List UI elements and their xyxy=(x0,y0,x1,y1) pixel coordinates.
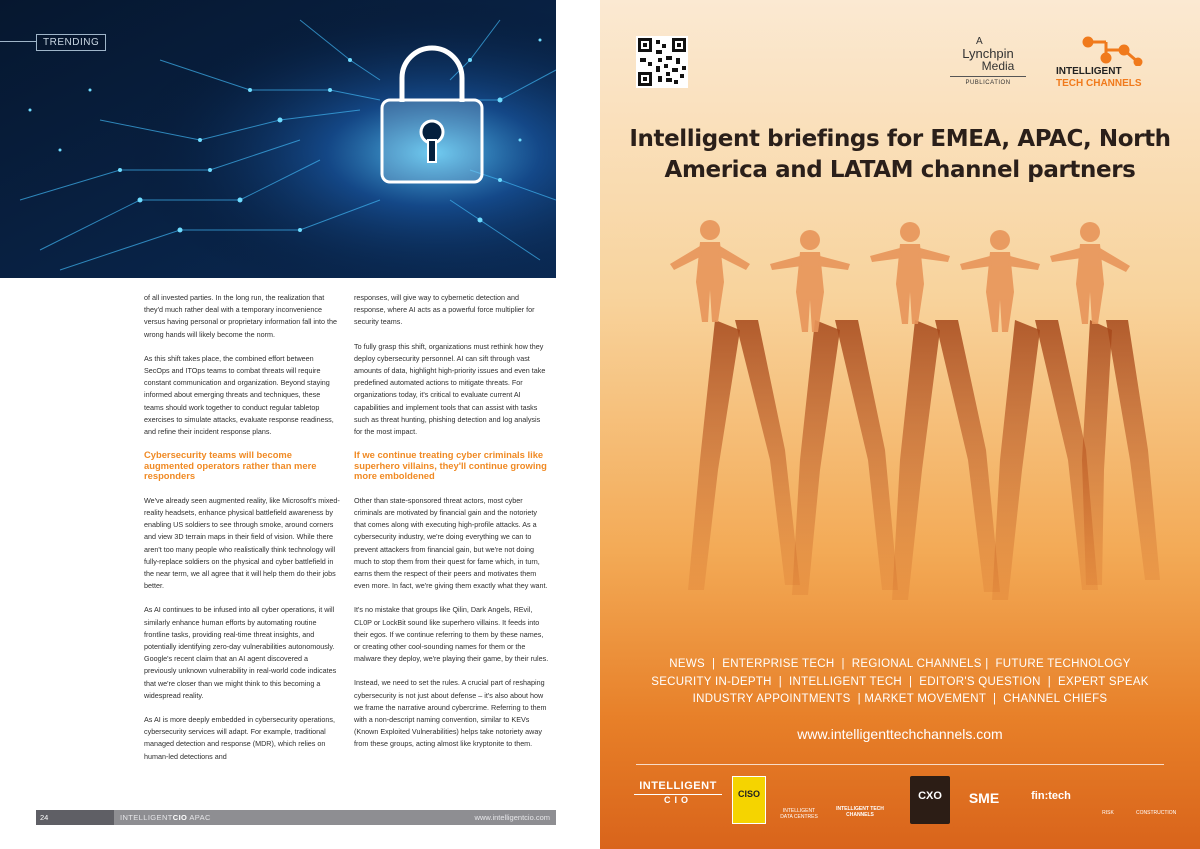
brand-risk: RISK xyxy=(1102,810,1114,816)
paragraph: We've already seen augmented reality, like Microsoft's mixed-reality headsets, enhance physical battlefield awareness by enabling US soldiers to see through smoke, around corners and view 3D terrain maps in their field of vision. While there aren't too many people who realistically think technology will fully-replace soldiers on the physical and cyber battlefield in the near term, we all agree that it will help them do their jobs better. xyxy=(144,495,340,591)
headline-line-2: America and LATAM channel partners xyxy=(664,157,1136,183)
subheading: If we continue treating cyber criminals like superhero villains, they'll continue growing more emboldened xyxy=(354,449,547,482)
publisher-a: A xyxy=(976,36,983,47)
brand-cio-name: INTELLIGENT xyxy=(639,780,717,792)
brand-logo-line2: TECH CHANNELS xyxy=(1056,78,1142,89)
publisher-logo xyxy=(950,36,1026,86)
channel-line-1: NEWS | ENTERPRISE TECH | REGIONAL CHANNELS | FUTURE TECHNOLOGY xyxy=(669,658,1131,670)
brand-logo-line1: INTELLIGENT xyxy=(1056,66,1122,77)
paragraph: of all invested parties. In the long run, the realization that they'd much rather deal with a temporary inconvenience versus having personal or proprietary information fall into the wrong hands will likely become the norm. xyxy=(144,293,337,339)
page-number: 24 xyxy=(36,810,114,825)
channel-list xyxy=(600,656,1200,709)
right-page-advert xyxy=(600,0,1200,849)
paragraph: Instead, we need to set the rules. A crucial part of reshaping cybersecurity is not just about defense – it's also about how we frame the narrative around cybercrime. Referring to them with a non-descript naming convention, similar to KEVs (Known Exploited Vulnerabilities) helps take notoriety away from these groups, acting almost like kryptonite to them. xyxy=(354,678,547,749)
brand-data-centres: INTELLIGENT DATA CENTRES xyxy=(780,808,818,820)
paragraph: As AI is more deeply embedded in cybersecurity operations, cybersecurity services will adapt. For example, traditional managed detection and response (MDR), which relies on human-led detections and xyxy=(144,714,335,761)
headline-line-1: Intelligent briefings for EMEA, APAC, North xyxy=(629,126,1171,152)
paragraph: responses, will give way to cybernetic detection and response, where AI acts as a powerful force multiplier for security teams. xyxy=(354,293,535,327)
magazine-name xyxy=(120,810,211,825)
channel-line-3: INDUSTRY APPOINTMENTS | MARKET MOVEMENT | CHANNEL CHIEFS xyxy=(692,693,1108,705)
magazine-bold: CIO xyxy=(172,813,188,822)
section-tag: TRENDING xyxy=(36,34,106,51)
brand-cxo: CXO xyxy=(910,776,950,824)
ad-url-link[interactable]: www.intelligenttechchannels.com xyxy=(797,726,1003,742)
paragraph: Other than state-sponsored threat actors, most cyber criminals are motivated by financial gain and the notoriety that comes along with executing high-profile attacks. As a cybersecurity industry, we're doing everything we can to prevent attackers from financial gain, but we're not doing much to stop them from their quest for fame which, in turn, earns them the respect of their peers and motivates them even more. In fact, we're giving them exactly what they want. xyxy=(354,495,548,591)
magazine-region: APAC xyxy=(189,813,211,822)
page-footer xyxy=(36,810,556,825)
brand-logos-row xyxy=(634,772,1177,832)
paragraph: To fully grasp this shift, organizations must rethink how they deploy cybersecurity personnel. AI can sift through vast amounts of data, highlight high-priority issues and even take predefined automated actions to mitigate threats. For organizations today, it's critical to evaluate current AI capabilities and implement tools that can assist with tasks such as threat hunting, phishing detection and log analysis for the most impact. xyxy=(354,341,546,437)
magazine-prefix: INTELLIGENT xyxy=(120,813,173,822)
footer-url-link[interactable]: www.intelligentcio.com xyxy=(474,813,550,822)
molecule-icon xyxy=(1048,36,1168,66)
brand-ciso: CISO xyxy=(732,776,766,824)
publisher-media: Media xyxy=(981,59,1015,73)
brand-intelligent-cio xyxy=(634,780,722,828)
brand-sme: SME xyxy=(968,790,1000,806)
brand-construction: CONSTRUCTION xyxy=(1136,810,1177,816)
qr-code-icon[interactable] xyxy=(636,36,688,88)
divider xyxy=(636,764,1164,765)
publisher-label: PUBLICATION xyxy=(950,76,1026,86)
hero-image xyxy=(0,0,556,278)
brand-cio-suffix: CIO xyxy=(634,794,722,805)
paragraph: As this shift takes place, the combined effort between SecOps and ITOps teams to combat threats will require constant communication and organization. Beyond staying informed about emerging threats and techniques, these teams should work together to conduct regular tabletop exercises to simulate attacks, evaluate response readiness, and refine their incident response plans. xyxy=(144,353,334,437)
paragraph: As AI continues to be infused into all cyber operations, it will similarly enhance human efforts by automating routine frontline tasks, providing real-time threat insights, and potentially identifying zero-day vulnerabilities autonomously. Google's recent claim that an AI agent discovered a previously unknown vulnerability in real-world code indicates that we're closer than we might think to this becoming a widespread reality. xyxy=(144,605,337,700)
tag-rule xyxy=(0,41,36,42)
article-column-1 xyxy=(144,292,340,775)
channel-line-2: SECURITY IN-DEPTH | INTELLIGENT TECH | EDITOR'S QUESTION | EXPERT SPEAK xyxy=(651,675,1149,688)
brand-fintech: fin:tech xyxy=(1031,790,1071,802)
ad-headline xyxy=(620,124,1180,186)
paragraph: It's no mistake that groups like Qilin, Dark Angels, REvil, CL0P or LockBit sound like superhero villains. It feeds into their egos. If we continue referring to them by these names, or creating other cool-sounding names for them or the malware they deploy, we're playing their game, by their rules. xyxy=(354,605,549,664)
brand-tech-channels: INTELLIGENT TECH CHANNELS xyxy=(836,806,884,818)
brand-logo xyxy=(1048,36,1168,94)
publisher-name: Lynchpin xyxy=(962,46,1014,61)
article-column-2 xyxy=(354,292,550,763)
subheading: Cybersecurity teams will become augmented operators rather than mere responders xyxy=(144,449,317,482)
